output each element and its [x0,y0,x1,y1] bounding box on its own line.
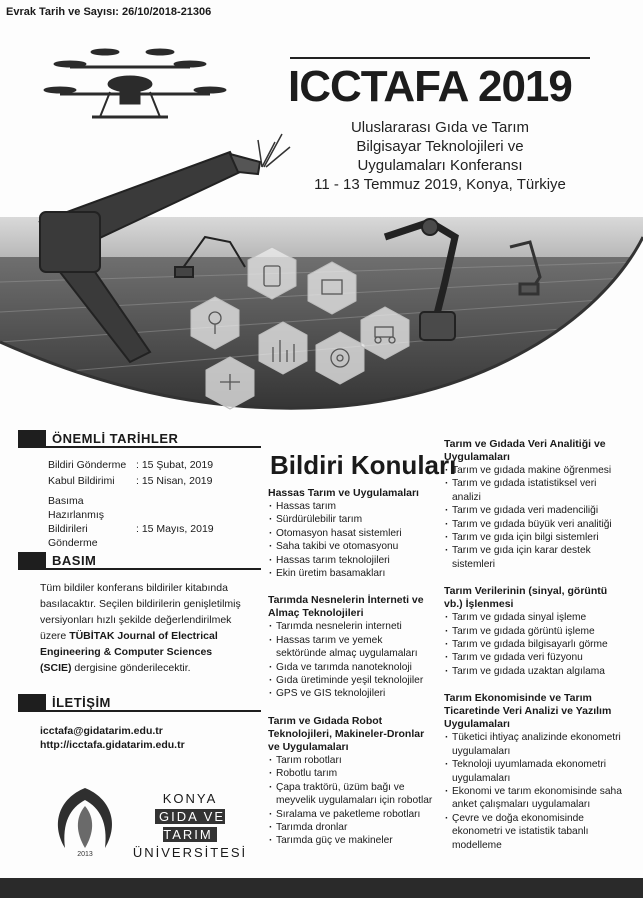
topic-list [268,500,433,580]
topic-group-title: Tarım ve Gıdada Veri Analitiği ve Uygulamaları [444,438,606,463]
topic-group-title: Tarım Verilerinin (sinyal, görüntü vb.) İşlenmesi [444,585,608,611]
topic-item: · Gıda ve tarımda nanoteknoloji [268,661,433,674]
university-name [130,790,250,862]
basim-header [18,552,248,570]
topic-item: · Tarım ve gıdada veri madenciliği [444,504,624,517]
document-stamp: Evrak Tarih ve Sayısı: 26/10/2018-21306 [6,6,212,18]
topic-item: · Tarımda nesnelerin interneti [268,620,433,633]
topic-group [268,594,433,700]
topic-item: · Tarım ve gıdada veri füzyonu [444,651,624,664]
section-marker [18,694,46,712]
logo-line: KONYA [162,791,218,806]
section-marker [18,430,46,448]
topic-group-title: Tarım Ekonomisinde ve Tarım Ticaretinde Veri Analizi ve Yazılım Uygulamaları [444,692,612,731]
topic-group [444,438,624,571]
topic-group-title: Tarımda Nesnelerin İnterneti ve Almaç Teknolojileri [268,594,424,620]
conference-subtitle [300,118,580,194]
topic-item: · Tarım ve gıdada büyük veri analitiği [444,518,624,531]
journal-name: TÜBİTAK Journal of Electrical Engineering & Computer Sciences (SCIE) [40,630,218,674]
section-title: BASIM [52,553,97,568]
iletisim-header [18,694,248,712]
plant-icon [258,134,290,167]
contact-email[interactable]: icctafa@gidatarim.edu.tr [40,725,163,737]
section-marker [18,552,46,570]
topic-item: · Tarımda güç ve makineler [268,834,433,847]
contact-url[interactable]: http://icctafa.gidatarim.edu.tr [40,739,185,751]
topics-title: Bildiri Konuları [270,450,457,480]
section-rule [46,568,261,570]
section-title: İLETİŞİM [52,695,111,710]
topic-item: · Çapa traktörü, üzüm bağı ve meyvelik uygulamaları için robotlar [268,781,433,808]
conference-dates-place: 11 - 13 Temmuz 2019, Konya, Türkiye [314,176,566,193]
topic-item: · Tarım ve gıda için karar destek sistemleri [444,544,624,571]
topic-item: · GPS ve GIS teknolojileri [268,687,433,700]
topic-item: · Saha takibi ve otomasyonu [268,540,433,553]
topic-item: · Ekonomi ve tarım ekonomisinde saha anket çalışmaları uygulamaları [444,785,624,812]
section-title: ÖNEMLİ TARİHLER [52,431,179,446]
subtitle-line: Uygulamaları Konferansı [357,157,523,174]
subtitle-line: Uluslararası Gıda ve Tarım [350,119,530,136]
logo-line: GIDA VE TARIM [130,808,250,844]
date-row: Kabul Bildirimi : 15 Nisan, 2019 [48,475,213,487]
date-row: Bildirileri Gönderme : 15 Mayıs, 2019 [48,523,214,549]
title-rule [290,57,590,59]
logo-line: ÜNİVERSİTESİ [132,845,248,860]
topic-item: · Hassas tarım teknolojileri [268,554,433,567]
topic-item: · Çevre ve doğa ekonomisinde ekonometri ve istatistik tabanlı modelleme [444,812,624,852]
subtitle-line: Bilgisayar Teknolojileri ve [356,138,524,155]
topic-item: · Tarım ve gıdada istatistiksel veri analizi [444,477,624,504]
topic-item: · Tarım robotları [268,754,433,767]
logo-year: 2013 [77,851,93,858]
topic-item: · Tarım ve gıdada uzaktan algılama [444,665,624,678]
topic-item: · Tarım ve gıdada sinyal işleme [444,611,624,624]
topic-item: · Sürdürülebilir tarım [268,513,433,526]
topic-item: · Hassas tarım [268,500,433,513]
topic-item: · Tarım ve gıdada bilgisayarlı görme [444,638,624,651]
date-row: Bildiri Gönderme : 15 Şubat, 2019 [48,459,214,471]
topic-list [268,620,433,700]
topics-column-1 [268,487,433,848]
date-row: Basıma Hazırlanmış [48,495,105,521]
topic-item: · Robotlu tarım [268,767,433,780]
footer-bar [0,878,643,898]
topic-item: · Tarım ve gıdada görüntü işleme [444,625,624,638]
topic-list [444,611,624,678]
topic-item: · Tarım ve gıda için bilgi sistemleri [444,531,624,544]
topic-item: · Tarım ve gıdada makine öğrenmesi [444,464,624,477]
conference-title: ICCTAFA 2019 [288,62,572,111]
topic-item: · Tüketici ihtiyaç analizinde ekonometri uygulamaları [444,731,624,758]
section-rule [46,446,261,448]
topic-list [444,464,624,571]
university-logo-icon [40,778,130,858]
topic-item: · Tarımda dronlar [268,821,433,834]
section-rule [46,710,261,712]
topics-column-2 [444,438,624,852]
contact-info [40,724,185,752]
topic-item: · Ekin üretim basamakları [268,567,433,580]
topic-item: · Otomasyon hasat sistemleri [268,527,433,540]
topic-group [444,585,624,678]
important-dates-list [48,458,248,550]
important-dates-header [18,430,248,448]
topic-group-title: Tarım ve Gıdada Robot Teknolojileri, Makineler-Dronlar ve Uygulamaları [268,714,425,753]
topic-list [444,731,624,852]
topic-group [268,487,433,580]
topic-item: · Gıda üretiminde yeşil teknolojiler [268,674,433,687]
topic-item: · Hassas tarım ve yemek sektöründe almaç uygulamaları [268,634,433,661]
topic-item: · Teknoloji uyumlamada ekonometri uygulamaları [444,758,624,785]
topic-list [268,754,433,848]
drone-icon [44,49,226,117]
topic-item: · Sıralama ve paketleme robotları [268,808,433,821]
topic-group [444,692,624,852]
basim-text: Tüm bildiler konferans bildiriler kitabında basılacaktır. Seçilen bildirilerin genişletilmiş versiyonları hızlı şekilde değerlendirilmek üzere TÜBİTAK Journal of Electrical Engineering & Computer Sciences (SCIE) dergisine gönderilecektir. [40,582,241,674]
topic-group [268,715,433,848]
topic-group-title: Hassas Tarım ve Uygulamaları [268,487,419,499]
